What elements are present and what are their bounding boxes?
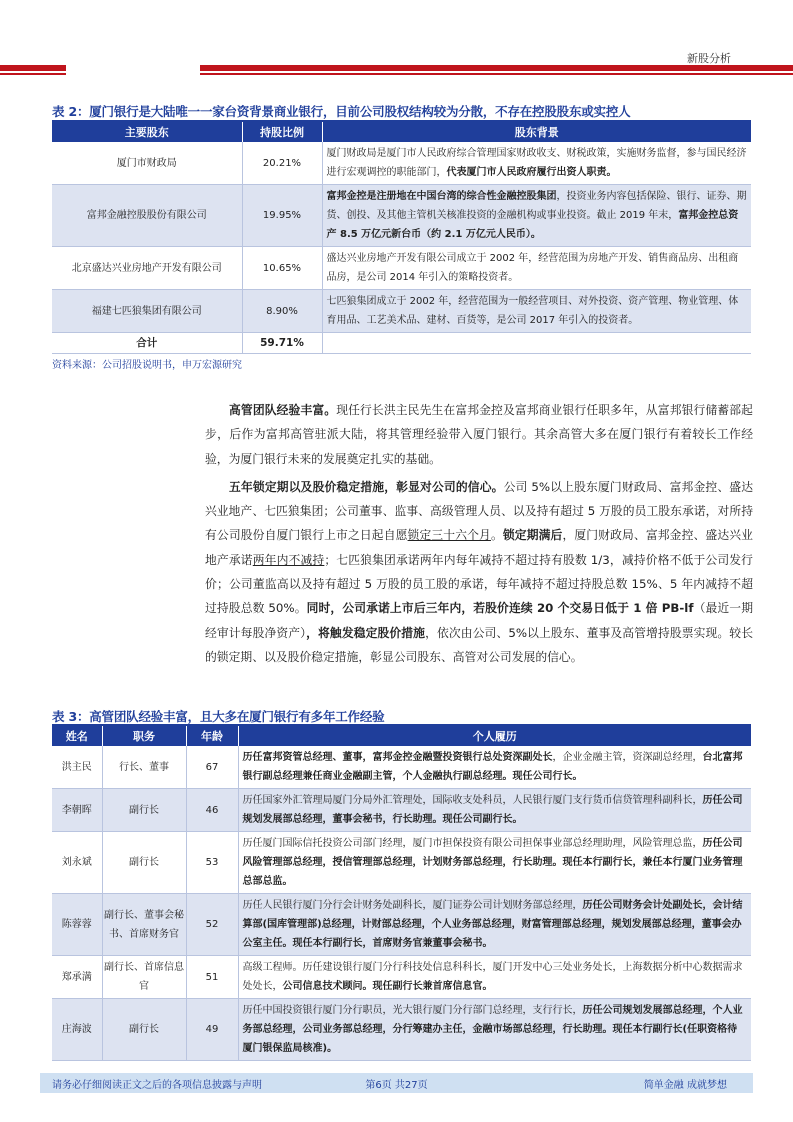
exec-name: 郑承满 (52, 956, 102, 999)
exec-resume: 历任富邦资管总经理、董事，富邦金控金融暨投资银行总处资深副处长，企业金融主管，资深副总经理，台北富邦银行副总经理兼任商业金融副主管，个人金融执行副总经理。现任公司行长。 (238, 746, 751, 789)
holder-ratio: 20.21% (242, 142, 322, 185)
table-header-row (52, 122, 751, 142)
holder-name: 厦门市财政局 (52, 142, 242, 185)
header-bar-left (0, 65, 66, 71)
exec-age: 51 (186, 956, 238, 999)
exec-post: 副行长、董事会秘书、首席财务官 (102, 894, 186, 956)
exec-age: 46 (186, 789, 238, 832)
table-row (52, 290, 751, 333)
report-category: 新股分析 (687, 52, 731, 65)
exec-name: 庄海波 (52, 999, 102, 1061)
exec-name: 洪主民 (52, 746, 102, 789)
page-footer (40, 1073, 753, 1093)
col-header-age: 年龄 (186, 726, 238, 746)
disclaimer-note: 请务必仔细阅读正文之后的各项信息披露与声明 (52, 1080, 262, 1091)
table-row (52, 956, 751, 999)
table-row (52, 142, 751, 185)
col-header-name: 姓名 (52, 726, 102, 746)
management-table (52, 726, 751, 1061)
page-number: 第6页 共27页 (365, 1080, 428, 1091)
total-empty-cell (322, 333, 751, 354)
header-rule-right (200, 73, 793, 75)
company-slogan: 简单金融 成就梦想 (643, 1080, 727, 1091)
table2-title: 表 2：厦门银行是大陆唯一一家台资背景商业银行，目前公司股权结构较为分散，不存在控股股东或实控人 (52, 104, 631, 119)
holder-ratio: 19.95% (242, 185, 322, 247)
holder-background: 七匹狼集团成立于 2002 年，经营范围为一般经营项目、对外投资、资产管理、物业管理、体育用品、工艺美术品、建材、百货等，是公司 2017 年引入的投资者。 (322, 290, 751, 333)
exec-post: 行长、董事 (102, 746, 186, 789)
exec-age: 67 (186, 746, 238, 789)
paragraph-lockup: 五年锁定期以及股价稳定措施，彰显对公司的信心。公司 5%以上股东厦门财政局、富邦金控、盛达兴业地产、七匹狼集团；公司董事、监事、高级管理人员、以及持有超过 5 万股的员工股东承诺，对所持有公司股份自厦门银行上市之日起自愿锁定三十六个月。锁定期满后，厦门财政局、富邦金控、盛达兴业地产承诺两年内不减持；七匹狼集团承诺两年内每年减持不超过持有股数 1/3，减持价格不低于公司发行价；公司董监高以及持有超过 5 万股的员工股的承诺，每年减持不超过持股总数 15%、5 年内减持不超过持股总数 50%。同时，公司承诺上市后三年内，若股价连续 20 个交易日低于 1 倍 PB-lf（最近一期经审计每股净资产），将触发稳定股价措施，依次由公司、5%以上股东、董事及高管增持股票实现。较长的锁定期、以及股价稳定措施，彰显公司股东、高管对公司发展的信心。 (205, 479, 753, 664)
holder-name: 北京盛达兴业房地产开发有限公司 (52, 247, 242, 290)
exec-name: 李朝晖 (52, 789, 102, 832)
table-header-row (52, 726, 751, 746)
table-row (52, 185, 751, 247)
col-header-holder: 主要股东 (52, 122, 242, 142)
exec-age: 52 (186, 894, 238, 956)
exec-post: 副行长、首席信息官 (102, 956, 186, 999)
holder-name: 福建七匹狼集团有限公司 (52, 290, 242, 333)
header-rule-left (0, 73, 66, 75)
exec-resume: 历任中国投资银行厦门分行职员，光大银行厦门分行部门总经理，支行行长，历任公司规划发展部总经理，个人业务部总经理，公司业务部总经理，分行筹建办主任，金融市场部总经理，行长助理。现任本行副行长(任职资格待厦门银保监局核准)。 (238, 999, 751, 1061)
col-header-background: 股东背景 (322, 122, 751, 142)
col-header-ratio: 持股比例 (242, 122, 322, 142)
table-row (52, 894, 751, 956)
exec-resume: 历任人民银行厦门分行会计财务处副科长，厦门证券公司计划财务部总经理，历任公司财务会计处副处长，会计结算部(国库管理部)总经理，计财部总经理，个人业务部总经理，财富管理部总经理，规划发展部总经理，董事会办公室主任。现任本行副行长，首席财务官兼董事会秘书。 (238, 894, 751, 956)
table-row (52, 789, 751, 832)
holder-background: 盛达兴业房地产开发有限公司成立于 2002 年，经营范围为房地产开发、销售商品房、出租商品房，是公司 2014 年引入的策略投资者。 (322, 247, 751, 290)
holder-background: 厦门财政局是厦门市人民政府综合管理国家财政收支、财税政策，实施财务监督，参与国民经济进行宏观调控的职能部门，代表厦门市人民政府履行出资人职责。 (322, 142, 751, 185)
exec-age: 53 (186, 832, 238, 894)
col-header-resume: 个人履历 (238, 726, 751, 746)
table-row (52, 746, 751, 789)
table-total-row (52, 333, 751, 354)
exec-resume: 高级工程师。历任建设银行厦门分行科技处信息科科长，厦门开发中心三处业务处长，上海数据分析中心数据需求处处长，公司信息技术顾问。现任副行长兼首席信息官。 (238, 956, 751, 999)
exec-name: 刘永斌 (52, 832, 102, 894)
table-row (52, 999, 751, 1061)
col-header-post: 职务 (102, 726, 186, 746)
table-row (52, 247, 751, 290)
header-bar-right (200, 65, 793, 71)
holder-name: 富邦金融控股股份有限公司 (52, 185, 242, 247)
exec-age: 49 (186, 999, 238, 1061)
exec-resume: 历任国家外汇管理局厦门分局外汇管理处，国际收支处科员，人民银行厦门支行货币信贷管理科副科长，历任公司规划发展部总经理，董事会秘书，行长助理。现任公司副行长。 (238, 789, 751, 832)
paragraph-management: 高管团队经验丰富。现任行长洪主民先生在富邦金控及富邦商业银行任职多年，从富邦银行储蓄部起步，后作为富邦高管驻派大陆，将其管理经验带入厦门银行。其余高管大多在厦门银行有着较长工作经验，为厦门银行未来的发展奠定扎实的基础。 (205, 403, 753, 466)
shareholder-table (52, 122, 751, 354)
total-value: 59.71% (242, 333, 322, 354)
holder-ratio: 8.90% (242, 290, 322, 333)
table3-title: 表 3：高管团队经验丰富，且大多在厦门银行有多年工作经验 (52, 709, 385, 724)
exec-post: 副行长 (102, 832, 186, 894)
exec-name: 陈蓉蓉 (52, 894, 102, 956)
table-row (52, 832, 751, 894)
analysis-text (205, 398, 753, 669)
holder-background: 富邦金控是注册地在中国台湾的综合性金融控股集团，投资业务内容包括保险、银行、证券、期货、创投、及其他主管机关核准投资的金融机构或事业投资。截止 2019 年末，富邦金控总资产 8.5 万亿元新台币（约 2.1 万亿元人民币）。 (322, 185, 751, 247)
exec-post: 副行长 (102, 789, 186, 832)
total-label: 合计 (52, 333, 242, 354)
exec-resume: 历任厦门国际信托投资公司部门经理，厦门市担保投资有限公司担保事业部总经理助理，风险管理总监，历任公司风险管理部总经理，授信管理部总经理，计划财务部总经理，行长助理。现任本行副行长，兼任本行厦门业务管理总部总监。 (238, 832, 751, 894)
table-source-note: 资料来源：公司招股说明书，申万宏源研究 (52, 360, 242, 371)
exec-post: 副行长 (102, 999, 186, 1061)
holder-ratio: 10.65% (242, 247, 322, 290)
